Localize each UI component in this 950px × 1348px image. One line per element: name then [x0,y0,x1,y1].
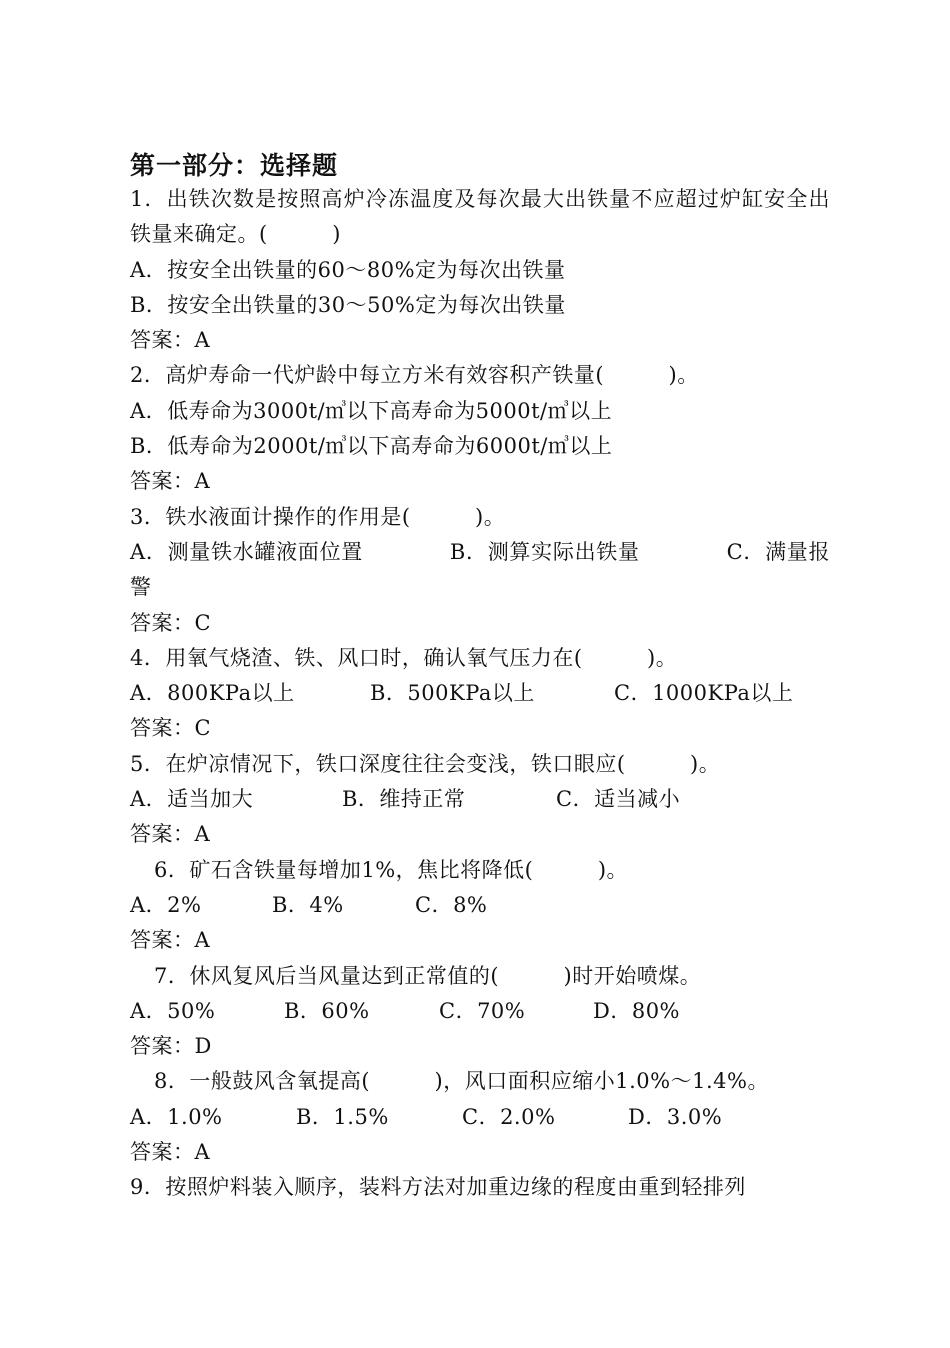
question-8-answer: 答案：A [130,1140,211,1165]
question-7-options [130,994,830,1029]
question-4-option-c: C．1000KPa以上 [614,681,794,706]
question-5-answer: 答案：A [130,822,211,847]
question-6-answer: 答案：A [130,928,211,953]
question-7-answer: 答案：D [130,1034,212,1059]
question-5-option-a: A．适当加大 [130,787,254,812]
question-7-option-c: C．70% [439,998,526,1023]
question-1-option-b: B．按安全出铁量的30～50%定为每次出铁量 [130,292,566,317]
question-8-option-c: C．2.0% [462,1104,556,1129]
question-5-stem: 5．在炉凉情况下，铁口深度往往会变浅，铁口眼应( )。 [130,751,721,776]
question-8-option-d: D．3.0% [628,1104,723,1129]
question-3-stem: 3．铁水液面计操作的作用是( )。 [130,504,506,529]
question-8-option-a: A．1.0% [130,1104,223,1129]
question-4-answer: 答案：C [130,716,212,741]
question-8-options [130,1100,830,1135]
question-6-option-a: A．2% [130,892,202,917]
question-6-stem: 6．矿石含铁量每增加1%，焦比将降低( )。 [154,857,629,882]
question-2-answer: 答案：A [130,469,211,494]
question-6-option-b: B．4% [272,892,344,917]
question-1-stem: 1．出铁次数是按照高炉冷冻温度及每次最大出铁量不应超过炉缸安全出铁量来确定。( ) [130,187,830,247]
question-2-option-b: B．低寿命为2000t/㎥以下高寿命为6000t/㎥以上 [130,434,613,459]
question-4-option-a: A．800KPa以上 [130,681,295,706]
question-4-stem: 4．用氧气烧渣、铁、风口时，确认氧气压力在( )。 [130,645,678,670]
question-3-options: A．测量铁水罐液面位置 B．测算实际出铁量 C．满量报警 [130,539,830,600]
question-2-option-a: A．低寿命为3000t/㎥以下高寿命为5000t/㎥以上 [130,398,613,423]
question-9-stem: 9．按照炉料装入顺序，装料方法对加重边缘的程度由重到轻排列 [130,1175,746,1200]
question-5-option-c: C．适当减小 [556,787,681,812]
question-5-options [130,782,830,817]
question-6-options [130,888,830,923]
question-7-option-b: B．60% [284,998,370,1023]
document-page [130,148,830,1206]
question-7-stem: 7．休风复风后当风量达到正常值的( )时开始喷煤。 [154,963,702,988]
question-4-options [130,676,830,711]
question-8-stem: 8．一般鼓风含氧提高( )，风口面积应缩小1.0%～1.4%。 [154,1069,769,1094]
question-2-stem: 2．高炉寿命一代炉龄中每立方米有效容积产铁量( )。 [130,363,699,388]
question-4-option-b: B．500KPa以上 [370,681,535,706]
question-5-option-b: B．维持正常 [342,787,466,812]
question-7-option-d: D．80% [593,998,681,1023]
question-1-answer: 答案：A [130,328,211,353]
question-7-option-a: A．50% [130,998,216,1023]
question-1-option-a: A．按安全出铁量的60～80%定为每次出铁量 [130,257,566,282]
question-6-option-c: C．8% [415,892,488,917]
section-title: 第一部分：选择题 [130,151,339,180]
question-3-answer: 答案：C [130,610,212,635]
question-8-option-b: B．1.5% [296,1104,389,1129]
